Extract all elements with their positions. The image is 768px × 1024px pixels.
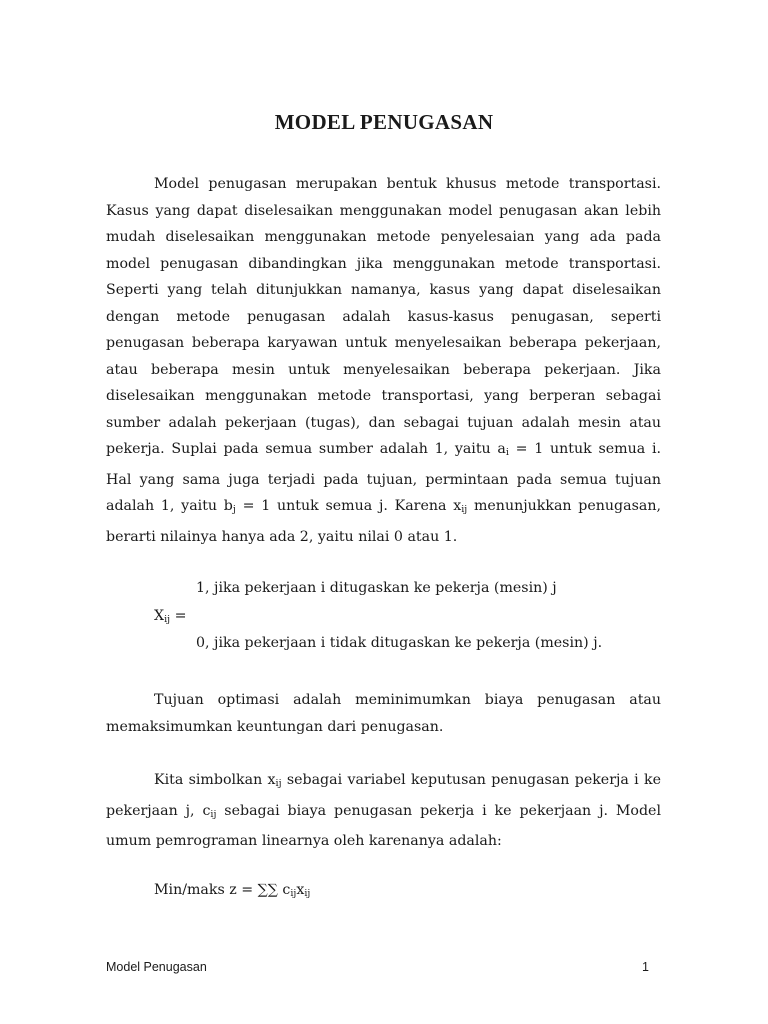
variable-label: [154, 608, 187, 625]
text-run: Model penugasan merupakan bentuk khusus metode transportasi. Kasus yang dapat diselesaikan menggunakan model penugasan akan lebih mudah diselesaikan menggunakan metode penyelesaian yang ada pada model penugasan dibandingkan jika menggunakan metode transportasi. Seperti yang telah ditunjukkan namanya, kasus yang dapat diselesaikan dengan metode penugasan adalah kasus-kasus penugasan, seperti penugasan beberapa karyawan untuk menyelesaikan beberapa pekerjaan, atau beberapa mesin untuk menyelesaikan beberapa pekerjaan. Jika diselesaikan menggunakan metode transportasi, yang berperan sebagai sumber adalah pekerjaan (tugas), dan sebagai tujuan adalah mesin atau pekerja. Suplai pada semua sumber adalah 1, yaitu a: [106, 176, 661, 457]
text-run: sebagai variabel keputusan penugasan pekerja i ke pekerjaan j, c: [106, 772, 661, 819]
subscript: ij: [210, 808, 217, 820]
page-number: 1: [642, 960, 649, 974]
text-run: = 1 untuk semua i. Hal yang sama juga terjadi pada tujuan, permintaan pada semua tujuan adalah 1, yaitu b: [106, 441, 661, 514]
case-zero: 0, jika pekerjaan i tidak ditugaskan ke pekerja (mesin) j.: [196, 635, 603, 651]
paragraph-intro: [106, 171, 661, 550]
formula-text: x: [296, 882, 305, 898]
subscript: ij: [275, 778, 282, 789]
formula-text: Min/maks z = ∑∑ c: [154, 882, 291, 898]
subscript: ij: [461, 504, 468, 515]
text-run: Kita simbolkan x: [154, 772, 276, 788]
text-run: Tujuan optimasi adalah meminimumkan biaya penugasan atau memaksimumkan keuntungan dari penugasan.: [106, 692, 661, 735]
objective-formula: [154, 882, 310, 899]
text-run: sebagai biaya penugasan pekerja i ke pekerjaan j. Model umum pemrograman linearnya oleh karenanya adalah:: [106, 802, 661, 849]
paragraph-objective: [106, 687, 661, 740]
subscript: ij: [304, 888, 311, 899]
page-footer: [106, 960, 661, 980]
subscript: ij: [164, 614, 171, 625]
footer-title: Model Penugasan: [106, 960, 207, 974]
case-one: 1, jika pekerjaan i ditugaskan ke pekerja (mesin) j: [196, 580, 557, 596]
text-run: menunjukkan penugasan, berarti nilainya hanya ada 2, yaitu nilai 0 atau 1.: [106, 498, 661, 545]
subscript: i: [505, 447, 509, 458]
variable-name: X: [154, 608, 165, 624]
page-title: MODEL PENUGASAN: [274, 110, 494, 134]
paragraph-variables: [106, 767, 661, 855]
subscript: j: [232, 504, 236, 515]
text-run: = 1 untuk semua j. Karena x: [235, 498, 462, 514]
equals-sign: =: [170, 608, 187, 624]
subscript: ij: [290, 888, 297, 899]
